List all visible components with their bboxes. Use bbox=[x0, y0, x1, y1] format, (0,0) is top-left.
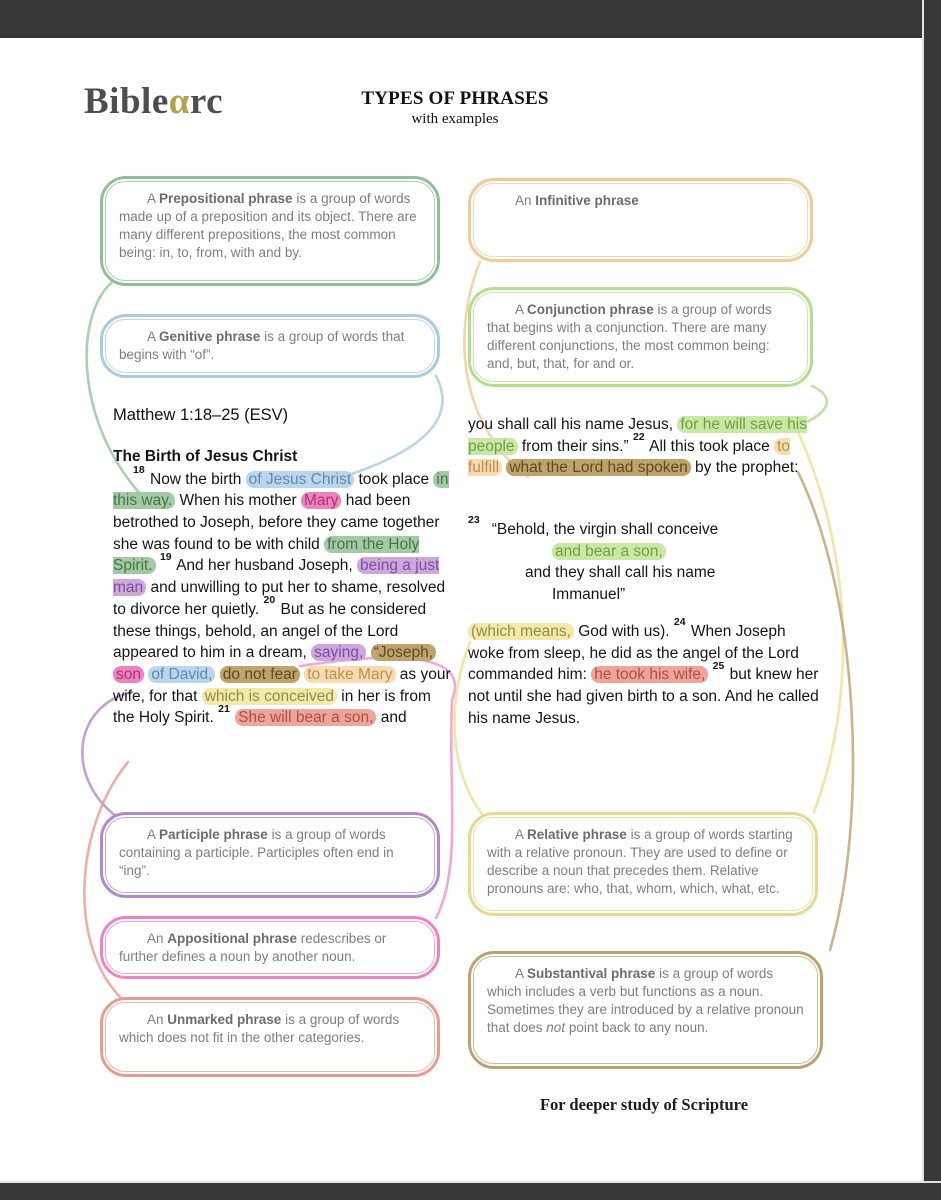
verse-number: 21 bbox=[218, 702, 230, 715]
logo-text-post: rc bbox=[189, 81, 224, 122]
passage-text: as your wife, for that bbox=[113, 665, 451, 705]
highlight-blue: of Jesus Christ bbox=[246, 471, 355, 488]
logo-alpha-glyph: α bbox=[168, 81, 190, 122]
passage-text bbox=[366, 644, 370, 661]
passage-text: and they shall call his name bbox=[525, 564, 716, 582]
footer-tagline: For deeper study of Scripture bbox=[539, 1095, 749, 1114]
page-subtitle: with examples bbox=[411, 111, 499, 127]
passage-text: in her is from the Holy Spirit. bbox=[113, 687, 431, 727]
highlight-salmon: he took his wife, bbox=[591, 666, 708, 683]
viewer-chrome-bottom-bar bbox=[0, 1181, 941, 1200]
infinitive-phrase-definition: An Infinitive phrase bbox=[515, 193, 639, 208]
highlight-green: from the Holy Spirit. bbox=[113, 535, 420, 575]
appositional-phrase-definition: An Appositional phrase redescribes or further defines a noun by another noun. bbox=[119, 931, 387, 965]
passage-text: had been betrothed to Joseph, before they came together she was found to be with child bbox=[113, 492, 440, 553]
substantival-phrase-definition: A Substantival phrase is a group of words which includes a verb but functions as a noun. Sometimes they are introduced by a relative pronoun that does not point back to any noun. bbox=[487, 966, 804, 1036]
prepositional-phrase-box bbox=[100, 176, 440, 286]
verse-number: 23 bbox=[468, 514, 480, 527]
highlight-green: in this way. bbox=[113, 470, 449, 510]
passage-text: When his mother bbox=[175, 492, 301, 510]
passage-text: but knew her not until she had given birth to a son. And he called his name Jesus. bbox=[468, 666, 819, 727]
genitive-phrase-definition: A Genitive phrase is a group of words that begins with “of”. bbox=[119, 329, 405, 363]
highlight-tan: do not fear bbox=[220, 666, 300, 683]
verse-number: 18 bbox=[133, 464, 145, 477]
infinitive-phrase-box bbox=[468, 178, 813, 262]
highlight-salmon: She will bear a son, bbox=[235, 709, 376, 726]
passage-text: by the prophet: bbox=[690, 459, 799, 477]
highlight-purple: saying, bbox=[311, 644, 366, 661]
highlight-pink: Mary bbox=[301, 492, 341, 509]
poetry-line bbox=[468, 514, 813, 541]
passage-left-paragraph bbox=[113, 464, 455, 729]
highlight-yellow: (which means, bbox=[468, 623, 574, 640]
passage-text: But as he considered these things, behold, an angel of the Lord appeared to him in a dream, bbox=[113, 600, 427, 662]
highlight-blue: of David, bbox=[148, 666, 215, 683]
prepositional-phrase-definition: A Prepositional phrase is a group of words made up of a preposition and its object. There are many different prepositions, the most common being: in, to, from, with and by. bbox=[119, 191, 417, 261]
page-title: TYPES OF PHRASES bbox=[361, 88, 549, 109]
passage-text: and bbox=[376, 709, 407, 727]
highlight-peach: to fulfill bbox=[468, 437, 790, 477]
conjunction-phrase-box bbox=[468, 287, 813, 387]
verse-number: 24 bbox=[673, 616, 686, 629]
highlight-yellow: which is conceived bbox=[202, 688, 337, 705]
passage-heading: The Birth of Jesus Christ bbox=[113, 448, 298, 465]
conjunction-phrase-definition: A Conjunction phrase is a group of words that begins with a conjunction. There are many different conjunctions, the most common being: and, but, that, for and or. bbox=[487, 302, 772, 372]
highlight-tan: what the Lord had spoken bbox=[506, 459, 690, 476]
verse-number: 19 bbox=[159, 550, 172, 563]
passage-right-p2 bbox=[468, 616, 820, 729]
genitive-phrase-box bbox=[100, 314, 440, 378]
passage-text: from their sins.” bbox=[517, 437, 633, 455]
verse-number: 20 bbox=[263, 594, 276, 607]
passage-text: When Joseph woke from sleep, he did as the angel of the Lord commanded him: bbox=[468, 623, 799, 684]
appositional-phrase-box bbox=[100, 916, 440, 979]
relative-phrase-box bbox=[468, 812, 818, 916]
passage-right-paragraph-2 bbox=[468, 616, 820, 729]
biblearc-logo bbox=[84, 80, 223, 123]
scripture-reference: Matthew 1:18–25 (ESV) bbox=[113, 406, 289, 424]
unmarked-phrase-definition: An Unmarked phrase is a group of words which does not fit in the other categories. bbox=[119, 1012, 400, 1046]
poetry-line bbox=[468, 584, 813, 606]
verse-number: 22 bbox=[632, 431, 645, 444]
highlight-lgreen: for he will save his people bbox=[468, 416, 807, 455]
relative-phrase-definition: A Relative phrase is a group of words starting with a relative pronoun. They are used to define or describe a noun that precedes them. Relative pronouns are: who, that, whom, which, what, etc. bbox=[487, 827, 793, 897]
passage-right-paragraph-1 bbox=[468, 414, 820, 479]
passage-text: “Behold, the virgin shall conceive bbox=[491, 521, 719, 538]
viewer-chrome-top-bar bbox=[0, 0, 941, 38]
passage-text: And her husband Joseph, bbox=[172, 557, 358, 575]
passage-text: God with us). bbox=[573, 623, 674, 640]
substantival-phrase-box bbox=[468, 951, 823, 1069]
poetry-line bbox=[468, 541, 813, 563]
passage-text: Now the birth bbox=[145, 470, 246, 488]
passage-text: Immanuel” bbox=[552, 586, 626, 604]
passage-text: you shall call his name Jesus, bbox=[468, 416, 678, 433]
passage-text: and unwilling to put her to shame, resolved to divorce her quietly. bbox=[113, 579, 446, 618]
passage-text: All this took place bbox=[645, 437, 775, 455]
passage-text: took place bbox=[354, 470, 434, 488]
highlight-pink: son bbox=[113, 666, 144, 683]
highlight-lgreen: and bear a son, bbox=[552, 543, 666, 560]
document-title-block bbox=[300, 88, 610, 128]
participle-phrase-definition: A Participle phrase is a group of words containing a participle. Participles often end in “ing”. bbox=[119, 827, 394, 879]
verse-number: 25 bbox=[712, 659, 725, 672]
highlight-peach: to take Mary bbox=[304, 666, 395, 683]
logo-text-pre: Bible bbox=[84, 81, 169, 122]
passage-left-column bbox=[113, 446, 455, 729]
participle-phrase-box bbox=[100, 812, 440, 898]
passage-poetry-block bbox=[468, 514, 813, 606]
unmarked-phrase-box bbox=[100, 997, 440, 1077]
highlight-purple: being a just man bbox=[113, 557, 440, 597]
passage-right-p1 bbox=[468, 414, 820, 479]
poetry-line bbox=[468, 562, 813, 584]
highlight-tan: “Joseph, bbox=[371, 644, 436, 661]
viewer-chrome-right-bar[interactable] bbox=[922, 0, 941, 1200]
